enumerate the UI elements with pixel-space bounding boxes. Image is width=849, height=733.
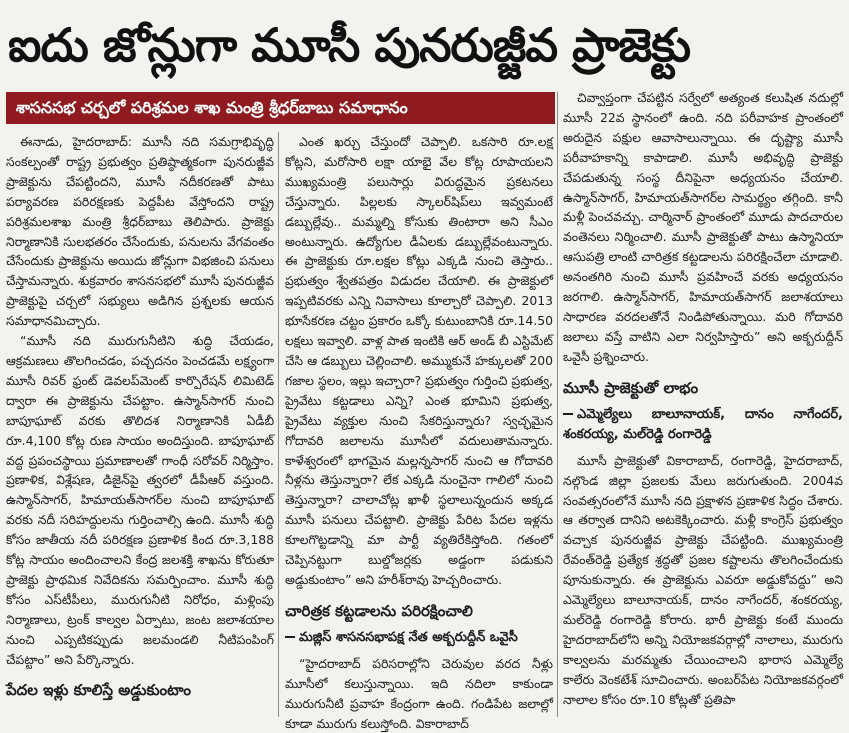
paragraph: “హైదరాబాద్ పరిసరాల్లోని చెరువుల వరద నీళ్లు మూసీలో కలుస్తున్నాయి. ఇది నదిలా కాకుండా మురుగునీటి ప్రవాహ కేంద్రంగా ఉంది. గండిపేట జలాల్లో కూడా మురుగు కలుస్తోంది. వికారాబాద్ — [285, 655, 553, 731]
subheadline-banner: శాసనసభ చర్చలో పరిశ్రమల శాఖ మంత్రి శ్రీధర్‌బాబు సమాధానం — [6, 92, 555, 124]
paragraph: “మూసీ నది మురుగునీటిని శుద్ధి చేయడం, ఆక్రమణలు తొలగించడం, పచ్చదనం పెంచడమే లక్ష్యంగా మూసీ రివర్ ఫ్రంట్ డెవలప్‌మెంట్ కార్పొరేషన్ లిమిటెడ్ ద్వారా ఈ ప్రాజెక్టును చేపట్టాం. ఉస్మాన్‌సాగర్ నుంచి బాపూఘాట్ వరకు తొలిదశ నిర్మాణానికి ఏడీబీ రూ.4,100 కోట్ల రుణ సాయం అందిస్తుంది. బాపూఘాట్ వద్ద ప్రపంచస్థాయి ప్రమాణాలతో గాంధీ సరోవర్ నిర్మిస్తాం. ప్రణాళిక, విశ్లేషణ, డిజైన్‌పై త్వరలో డీపీఆర్ వస్తుంది. ఉస్మాన్‌సాగర్, హిమాయత్‌సాగర్‌ల నుంచి బాపూఘాట్ వరకు నదీ సరిహద్దులను గుర్తించాల్సి ఉంది. మూసీ శుద్ధి కోసం జాతీయ నదీ పరిరక్షణ ప్రణాళిక కింద రూ.3,188 కోట్ల సాయం అందించాలని కేంద్ర జలశక్తి శాఖను కోరుతూ ప్రాజెక్టు ప్రాథమిక నివేదికను సమర్పించాం. మూసీ శుద్ధి కోసం ఎస్‌టీపీలు, మురుగునీటి నిరోధం, మళ్లింపు నిర్మాణాలు, ట్రంక్ కాల్వల ఏర్పాటు, జంట జలాశయాల నుంచి ఎప్పటికప్పుడు జలమండలి నీటిపంపింగ్ చేపట్టాం” అని పేర్కొన్నారు. — [6, 333, 274, 667]
byline-dash — [563, 413, 573, 415]
column-divider — [557, 92, 558, 717]
paragraph: ఎంత ఖర్చు చేస్తుందో చెప్పాలి. ఒకసారి రూ.లక్ష కోట్లని, మరోసారి లక్షా యాభై వేల కోట్ల రూపాయలని ముఖ్యమంత్రి పలుసార్లు విరుద్ధమైన ప్రకటనలు చేస్తున్నారు. పిల్లలకు స్కాలర్‌షిప్‌లు ఇవ్వమంటే డబ్బుల్లేవు.. మమ్మల్ని కోసుకు తింటారా అని సీఎం అంటున్నారు. ఉద్యోగుల డీఏలకు డబ్బుల్లేవంటున్నారు. ఈ ప్రాజెక్టుకు రూ.లక్షల కోట్లు ఎక్కడి నుంచి తెస్తారు.. ప్రభుత్వం శ్వేతపత్రం విడుదల చేయాలి. ఈ ప్రాజెక్టులో ఇప్పటివరకు ఎన్ని నివాసాలు కూల్చారో చెప్పాలి. 2013 భూసేకరణ చట్టం ప్రకారం ఒక్కో కుటుంబానికి రూ.14.50 లక్షలు ఇవ్వాలి. వాళ్ల పాత ఇంటికి ఆర్ అండ్ బీ ఎస్టిమేట్ చేసి ఆ డబ్బులు చెల్లించాలి. అమ్ముకునే హక్కులతో 200 గజాల స్థలం, ఇల్లు ఇచ్చారా? ప్రభుత్వం గుర్తించి ప్రభుత్వ, ప్రైవేటు కట్టడాలు ఎన్ని? ఎంత భూమిని ప్రభుత్వ, ప్రైవేటు వ్యక్తుల నుంచి సేకరిస్తున్నారు? స్వచ్ఛమైన గోదావరి జలాలను మూసీలో వదులుతామన్నారు. కాళేశ్వరంలో భాగమైన మల్లన్నసాగర్ నుంచి ఆ గోదావరి నీళ్లను తెస్తున్నారా? లేక ఎక్కడి నుంచైనా గాలిలో నుంచి తెస్తున్నారా? చాలాచోట్ల ఖాళీ స్థలాలున్నందున అక్కడ మూసీ పనులు చేపట్టాలి. ప్రాజెక్టు పేరిట పేదల ఇళ్లను కూలగొట్టడాన్ని మా పార్టీ వ్యతిరేకిస్తోంది. గతంలో చెప్పినట్టుగా బుల్డోజర్లకు అడ్డంగా పడుకుని అడ్డుకుంటాం” అని హరీశ్‌రావు హెచ్చరించారు. — [285, 134, 553, 587]
article-headline: ఐదు జోన్లుగా మూసీ పునరుజ్జీవ ప్రాజెక్టు — [8, 18, 691, 72]
article-column-1 — [6, 132, 274, 717]
byline-dash — [285, 636, 295, 638]
column-divider — [278, 132, 279, 717]
paragraph: ఈనాడు, హైదరాబాద్: మూసీ నది సమగ్రాభివృద్ధి సంకల్పంతో రాష్ట్ర ప్రభుత్వం ప్రతిష్ఠాత్మకంగా పునరుజ్జీవ ప్రాజెక్టును చేపట్టిందని, మూసీ నదీకరణతో పాటు పర్యావరణ పరిరక్షణకు పెద్దపీట వేస్తోందని రాష్ట్ర పరిశ్రమలశాఖ మంత్రి శ్రీధర్‌బాబు తెలిపారు. ప్రాజెక్టు నిర్మాణానికి సులభతరం చేసేందుకు, పనులను వేగవంతం చేసేందుకు ప్రాజెక్టును అయిదు జోన్లుగా విభజించి పనులు చేస్తామన్నారు. శుక్రవారం శాసనసభలో మూసీ పునరుజ్జీవ ప్రాజెక్టుపై చర్చలో సభ్యులు అడిగిన ప్రశ్నలకు ఆయన సమాధానమిచ్చారు. — [6, 134, 274, 329]
speaker-byline — [285, 628, 553, 648]
article-column-2 — [285, 132, 553, 731]
paragraph: మూసీ ప్రాజెక్టుతో వికారాబాద్, రంగారెడ్డి, హైదరాబాద్, నల్గొండ జిల్లా ప్రజలకు మేలు జరుగుతుంది. 2004వ సంవత్సరంలోనే మూసీ నది ప్రక్షాళన ప్రణాళిక సిద్ధం చేశారు. ఆ తర్వాత దానిని అటకెక్కించారు. మళ్లీ కాంగ్రెస్ ప్రభుత్వం వచ్చాక పునరుజ్జీవ ప్రాజెక్టు చేపట్టింది. ముఖ్యమంత్రి రేవంత్‌రెడ్డి ప్రత్యేక శ్రద్ధతో ప్రజల కష్టాలను తొలగించేందుకు పూనుకున్నారు. ఈ ప్రాజెక్టును ఎవరూ అడ్డుకోవద్దు” అని ఎమ్మెల్యేలు బాలూనాయక్, దానం నాగేందర్, శంకరయ్య, మల్‌రెడ్డి రంగారెడ్డి కోరారు. భారీ ప్రాజెక్టు కంటే ముందు హైదరాబాద్‌లోని అన్ని నియోజకవర్గాల్లో నాలాలు, మురుగు కాల్వలను మరమ్మతు చేయించాలని భారాస ఎమ్మెల్యే కాలేరు వెంకటేశ్ సూచించారు. అంబర్‌పేట నియోజకవర్గంలో నాలాల కోసం రూ.10 కోట్లతో ప్రతిపా — [563, 452, 843, 707]
speaker-byline — [563, 405, 843, 445]
speaker-name: ఎమ్మెల్యేలు బాలూనాయక్, దానం నాగేందర్, శంకరయ్య, మల్‌రెడ్డి రంగారెడ్డి — [563, 406, 843, 442]
section-subheading: చారిత్రక కట్టడాలను పరిరక్షించాలి — [285, 601, 473, 620]
section-subheading: మూసీ ప్రాజెక్టుతో లాభం — [563, 378, 699, 397]
article-column-3 — [563, 88, 843, 717]
section-subheading: పేదల ఇళ్లు కూలిస్తే అడ్డుకుంటాం — [6, 681, 191, 700]
speaker-name: మజ్లిస్ శాసనసభాపక్ష నేత అక్బరుద్దీన్ ఒవైసీ — [299, 629, 518, 645]
paragraph: చివ్వాప్తంగా చేపట్టిన సర్వేలో అత్యంత కలుషిత నదుల్లో మూసీ 22వ స్థానంలో ఉంది. నది పరీవాహక ప్రాంతంలో అరుదైన పక్షుల ఆవాసాలున్నాయి. ఈ దృష్ట్యా మూసీ పరీవాహకాన్ని కాపాడాలి. మూసీ అభివృద్ధి ప్రాజెక్టు చేపడుతున్న సంస్థ దీనిపైనా అధ్యయనం చేయాలి. ఉస్మాన్‌సాగర్, హిమాయత్‌సాగర్‌ల సామర్థ్యం తగ్గింది. కానీ మళ్లీ పెంచవచ్చు. చార్మినార్ ప్రాంతంలో మూడు పాదచారుల వంతెనలు నిర్మించాలి. మూసీ ప్రాజెక్టుతో పాటు ఉస్మానియా ఆసుపత్రి లాంటి చారిత్రక కట్టడాలను పరిరక్షించేలా చూడాలి. అనంతగిరి నుంచి మూసీ ప్రవహించే వరకు అధ్యయనం జరగాలి. ఉస్మాన్‌సాగర్, హిమాయత్‌సాగర్ జలాశయాలు సాధారణ వరదలతోనే నిండిపోతున్నాయి. మరి గోదావరి జలాలు వస్తే వాటిని ఎలా నిర్వహిస్తారు” అని అక్బరుద్దీన్ ఒవైసీ ప్రశ్నించారు. — [563, 90, 843, 364]
